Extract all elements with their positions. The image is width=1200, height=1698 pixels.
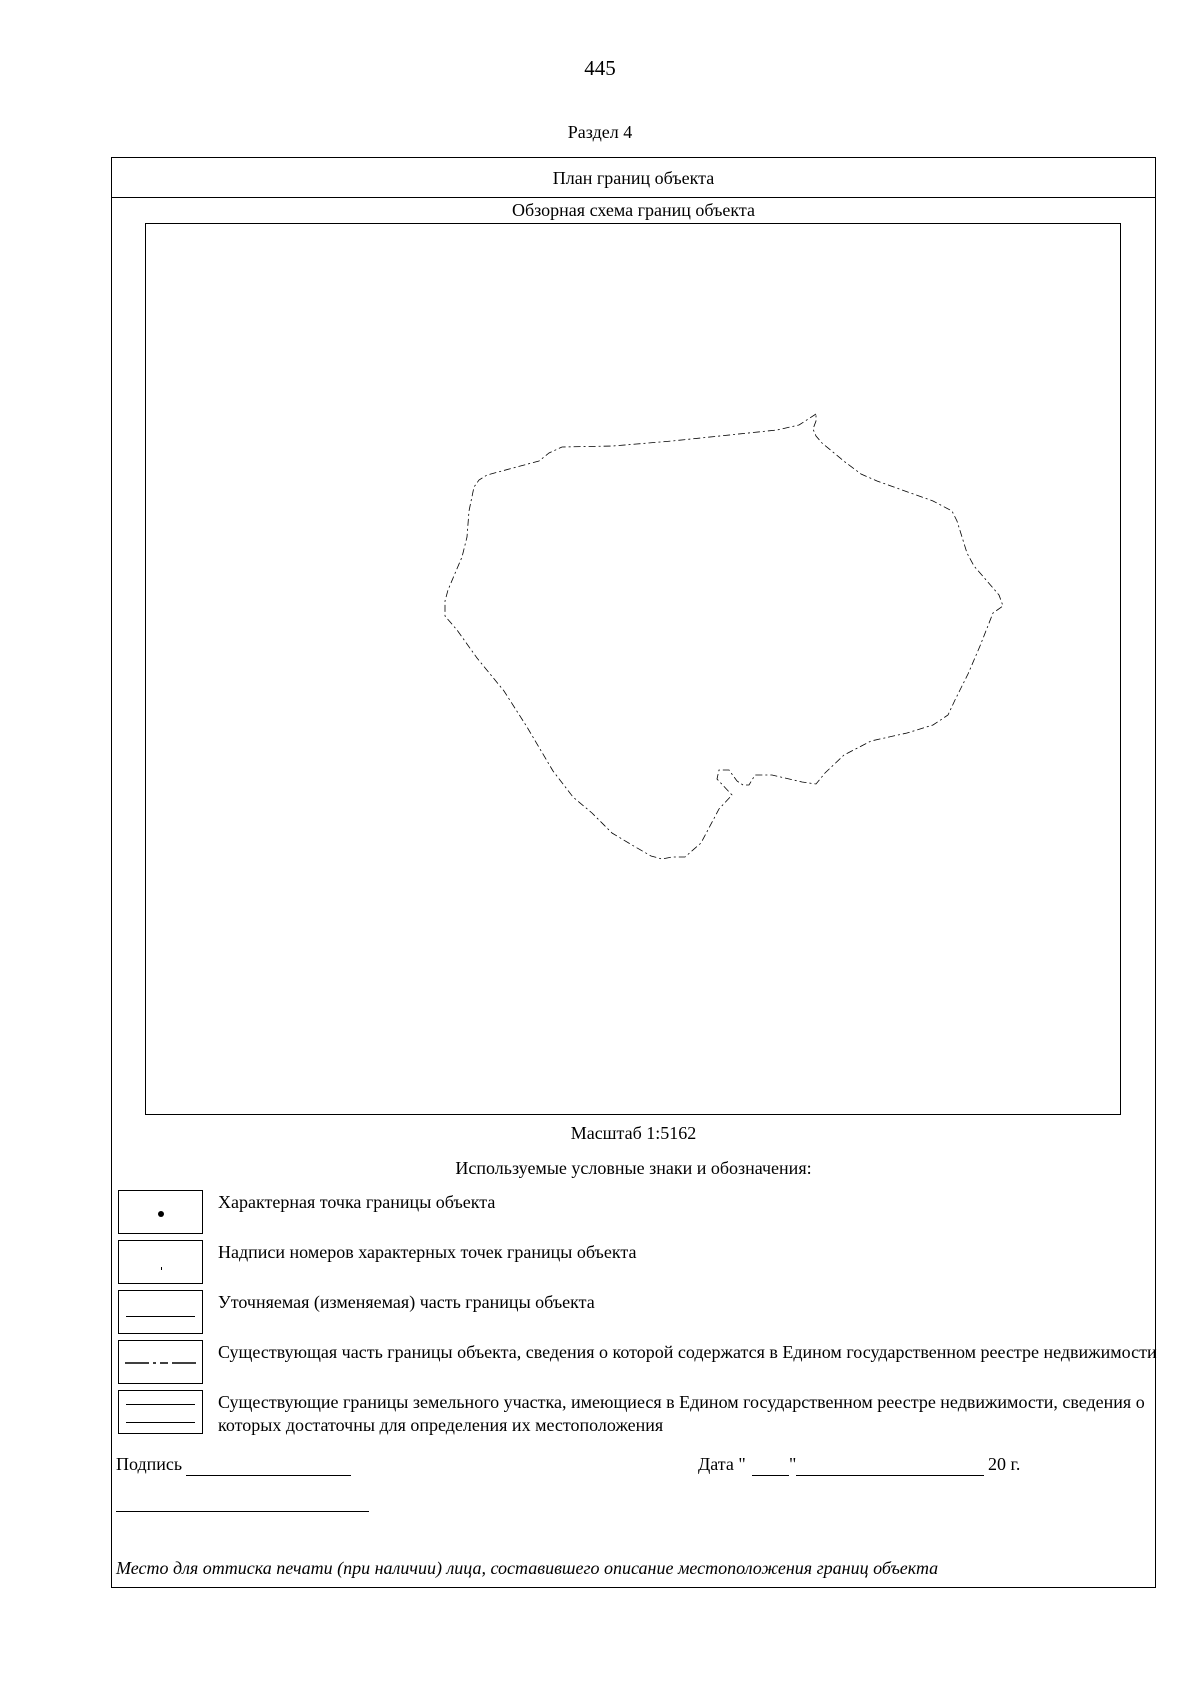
legend-symbol-box — [118, 1290, 203, 1334]
legend-item-double-line — [118, 1390, 1150, 1436]
legend-text: Характерная точка границы объекта — [218, 1192, 496, 1212]
page-number: 445 — [584, 56, 616, 80]
legend-text: Надписи номеров характерных точек границы объекта — [218, 1242, 637, 1262]
boundary-outline-svg — [146, 224, 1120, 1114]
legend-title: Используемые условные знаки и обозначения: — [455, 1158, 812, 1178]
dash-dot-line-icon — [125, 1361, 197, 1365]
legend-text: Существующие границы земельного участка, имеющиеся в Едином государственном реестре недвижимости, сведения о которых достаточны для определения их местоположения — [218, 1392, 1145, 1435]
object-boundary-outline — [445, 414, 1003, 859]
boundary-plan-frame — [111, 157, 1156, 1588]
stamp-place-label: Место для оттиска печати (при наличии) лица, составившего описание местоположения границ объекта — [116, 1558, 939, 1578]
date-day-field[interactable] — [752, 1475, 789, 1476]
legend-item-dash-dot-line — [118, 1340, 1157, 1386]
legend-symbol-box — [118, 1390, 203, 1434]
point-marker-icon — [158, 1211, 164, 1217]
legend-item-solid-line — [118, 1290, 1150, 1336]
date-month-field[interactable] — [796, 1475, 984, 1476]
solid-line-icon — [126, 1316, 195, 1317]
date-quote: " — [789, 1454, 797, 1474]
double-line-icon — [126, 1422, 195, 1423]
point-number-label-icon — [161, 1267, 162, 1270]
double-line-icon — [126, 1404, 195, 1405]
legend-text: Уточняемая (изменяемая) часть границы объекта — [218, 1292, 595, 1312]
date-label: Дата " — [698, 1454, 746, 1474]
signature-label: Подпись — [116, 1454, 183, 1474]
legend-symbol-box — [118, 1240, 203, 1284]
section-label: Раздел 4 — [567, 122, 633, 142]
map-scale: Масштаб 1:5162 — [570, 1123, 697, 1143]
legend-item-point — [118, 1190, 1150, 1236]
signature-row — [116, 1454, 1146, 1482]
legend-text: Существующая часть границы объекта, сведения о которой содержатся в Едином государственном реестре недвижимости — [218, 1342, 1157, 1362]
legend-item-point-label — [118, 1240, 1150, 1286]
scheme-title: Обзорная схема границ объекта — [512, 200, 755, 220]
signature-field[interactable] — [186, 1475, 351, 1476]
legend-symbol-box — [118, 1190, 203, 1234]
legend-symbol-box — [118, 1340, 203, 1384]
frame-title: План границ объекта — [112, 158, 1155, 198]
signature-name-field[interactable] — [116, 1511, 369, 1512]
overview-map — [145, 223, 1121, 1115]
date-year-label: 20 г. — [988, 1454, 1021, 1474]
